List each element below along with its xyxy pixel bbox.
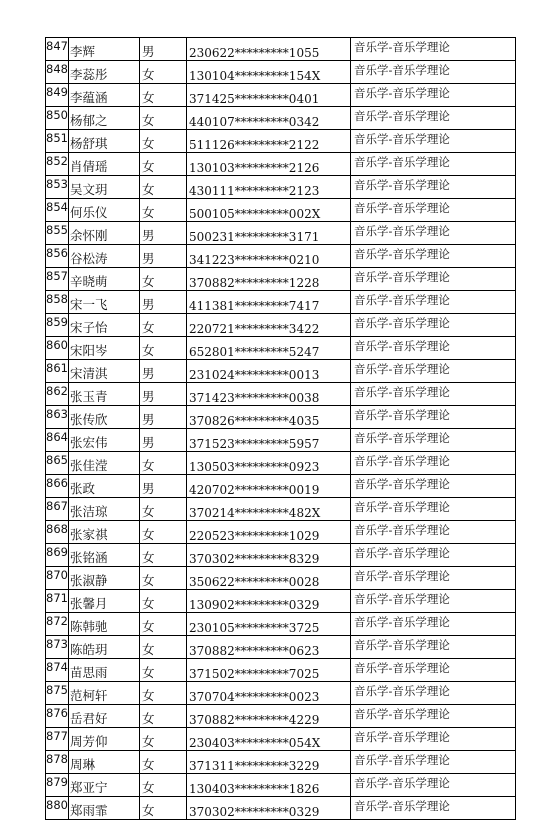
student-gender: 男 <box>140 383 187 406</box>
student-gender: 女 <box>140 613 187 636</box>
id-number: 371502*********7025 <box>187 659 351 682</box>
table-row <box>46 475 516 498</box>
student-gender: 男 <box>140 360 187 383</box>
major: 音乐学-音乐学理论 <box>351 61 516 84</box>
major: 音乐学-音乐学理论 <box>351 406 516 429</box>
id-number: 500231*********3171 <box>187 222 351 245</box>
table-row <box>46 84 516 107</box>
major: 音乐学-音乐学理论 <box>351 705 516 728</box>
table-row <box>46 38 516 61</box>
major: 音乐学-音乐学理论 <box>351 130 516 153</box>
row-number: 854 <box>46 199 69 222</box>
row-number: 878 <box>46 751 69 774</box>
id-number: 230622*********1055 <box>187 38 351 61</box>
student-name: 岳君好 <box>69 705 140 728</box>
student-name: 杨舒琪 <box>69 130 140 153</box>
table-row <box>46 751 516 774</box>
student-gender: 女 <box>140 544 187 567</box>
student-name: 陈韩驰 <box>69 613 140 636</box>
row-number: 871 <box>46 590 69 613</box>
table-row <box>46 659 516 682</box>
table-row <box>46 291 516 314</box>
student-name: 张家祺 <box>69 521 140 544</box>
student-gender: 女 <box>140 797 187 820</box>
id-number: 370302*********8329 <box>187 544 351 567</box>
student-gender: 男 <box>140 406 187 429</box>
major: 音乐学-音乐学理论 <box>351 659 516 682</box>
row-number: 872 <box>46 613 69 636</box>
student-name: 郑亚宁 <box>69 774 140 797</box>
student-name: 张传欣 <box>69 406 140 429</box>
student-gender: 女 <box>140 452 187 475</box>
student-roster-table <box>45 37 516 820</box>
table-row <box>46 774 516 797</box>
major: 音乐学-音乐学理论 <box>351 383 516 406</box>
student-name: 张政 <box>69 475 140 498</box>
row-number: 862 <box>46 383 69 406</box>
table-row <box>46 498 516 521</box>
id-number: 220523*********1029 <box>187 521 351 544</box>
major: 音乐学-音乐学理论 <box>351 38 516 61</box>
student-gender: 男 <box>140 291 187 314</box>
major: 音乐学-音乐学理论 <box>351 544 516 567</box>
table-row <box>46 521 516 544</box>
id-number: 371311*********3229 <box>187 751 351 774</box>
student-gender: 男 <box>140 38 187 61</box>
major: 音乐学-音乐学理论 <box>351 337 516 360</box>
student-gender: 女 <box>140 199 187 222</box>
table-row <box>46 107 516 130</box>
table-row <box>46 199 516 222</box>
id-number: 130503*********0923 <box>187 452 351 475</box>
row-number: 852 <box>46 153 69 176</box>
table-row <box>46 406 516 429</box>
row-number: 870 <box>46 567 69 590</box>
student-gender: 女 <box>140 659 187 682</box>
student-name: 张玉青 <box>69 383 140 406</box>
id-number: 430111*********2123 <box>187 176 351 199</box>
student-name: 宋子怡 <box>69 314 140 337</box>
row-number: 859 <box>46 314 69 337</box>
id-number: 440107*********0342 <box>187 107 351 130</box>
row-number: 857 <box>46 268 69 291</box>
student-gender: 男 <box>140 429 187 452</box>
student-gender: 女 <box>140 728 187 751</box>
student-gender: 女 <box>140 521 187 544</box>
major: 音乐学-音乐学理论 <box>351 429 516 452</box>
student-gender: 男 <box>140 245 187 268</box>
id-number: 370704*********0023 <box>187 682 351 705</box>
table-row <box>46 567 516 590</box>
student-gender: 女 <box>140 107 187 130</box>
table-row <box>46 544 516 567</box>
student-name: 苗思雨 <box>69 659 140 682</box>
student-gender: 女 <box>140 682 187 705</box>
id-number: 370214*********482X <box>187 498 351 521</box>
student-name: 吴文玥 <box>69 176 140 199</box>
student-gender: 女 <box>140 268 187 291</box>
id-number: 370882*********0623 <box>187 636 351 659</box>
student-gender: 女 <box>140 314 187 337</box>
id-number: 230105*********3725 <box>187 613 351 636</box>
student-gender: 男 <box>140 222 187 245</box>
row-number: 875 <box>46 682 69 705</box>
id-number: 420702*********0019 <box>187 475 351 498</box>
table-row <box>46 61 516 84</box>
major: 音乐学-音乐学理论 <box>351 291 516 314</box>
row-number: 863 <box>46 406 69 429</box>
row-number: 851 <box>46 130 69 153</box>
student-name: 范柯轩 <box>69 682 140 705</box>
major: 音乐学-音乐学理论 <box>351 521 516 544</box>
table-row <box>46 268 516 291</box>
id-number: 511126*********2122 <box>187 130 351 153</box>
major: 音乐学-音乐学理论 <box>351 613 516 636</box>
table-row <box>46 682 516 705</box>
id-number: 130104*********154X <box>187 61 351 84</box>
major: 音乐学-音乐学理论 <box>351 153 516 176</box>
student-name: 郑雨霏 <box>69 797 140 820</box>
table-row <box>46 613 516 636</box>
id-number: 341223*********0210 <box>187 245 351 268</box>
major: 音乐学-音乐学理论 <box>351 797 516 820</box>
student-gender: 女 <box>140 498 187 521</box>
major: 音乐学-音乐学理论 <box>351 498 516 521</box>
row-number: 858 <box>46 291 69 314</box>
table-row <box>46 314 516 337</box>
major: 音乐学-音乐学理论 <box>351 728 516 751</box>
id-number: 130103*********2126 <box>187 153 351 176</box>
table-row <box>46 590 516 613</box>
major: 音乐学-音乐学理论 <box>351 268 516 291</box>
major: 音乐学-音乐学理论 <box>351 751 516 774</box>
student-gender: 女 <box>140 751 187 774</box>
student-name: 谷松涛 <box>69 245 140 268</box>
major: 音乐学-音乐学理论 <box>351 360 516 383</box>
table-row <box>46 797 516 820</box>
id-number: 370826*********4035 <box>187 406 351 429</box>
id-number: 500105*********002X <box>187 199 351 222</box>
row-number: 866 <box>46 475 69 498</box>
id-number: 230403*********054X <box>187 728 351 751</box>
id-number: 371423*********0038 <box>187 383 351 406</box>
row-number: 856 <box>46 245 69 268</box>
student-name: 余怀刚 <box>69 222 140 245</box>
row-number: 850 <box>46 107 69 130</box>
student-name: 宋一飞 <box>69 291 140 314</box>
id-number: 370882*********1228 <box>187 268 351 291</box>
student-name: 张佳滢 <box>69 452 140 475</box>
student-gender: 女 <box>140 84 187 107</box>
id-number: 130902*********0329 <box>187 590 351 613</box>
id-number: 370302*********0329 <box>187 797 351 820</box>
table-row <box>46 452 516 475</box>
table-row <box>46 636 516 659</box>
id-number: 370882*********4229 <box>187 705 351 728</box>
table-row <box>46 337 516 360</box>
table-row <box>46 130 516 153</box>
row-number: 861 <box>46 360 69 383</box>
student-name: 周琳 <box>69 751 140 774</box>
student-name: 李蕊彤 <box>69 61 140 84</box>
row-number: 853 <box>46 176 69 199</box>
row-number: 868 <box>46 521 69 544</box>
row-number: 860 <box>46 337 69 360</box>
id-number: 220721*********3422 <box>187 314 351 337</box>
student-name: 张淑静 <box>69 567 140 590</box>
row-number: 869 <box>46 544 69 567</box>
row-number: 855 <box>46 222 69 245</box>
major: 音乐学-音乐学理论 <box>351 245 516 268</box>
student-name: 何乐仪 <box>69 199 140 222</box>
major: 音乐学-音乐学理论 <box>351 199 516 222</box>
major: 音乐学-音乐学理论 <box>351 475 516 498</box>
major: 音乐学-音乐学理论 <box>351 682 516 705</box>
student-gender: 女 <box>140 705 187 728</box>
table-row <box>46 360 516 383</box>
row-number: 864 <box>46 429 69 452</box>
major: 音乐学-音乐学理论 <box>351 107 516 130</box>
student-gender: 女 <box>140 176 187 199</box>
table-row <box>46 728 516 751</box>
student-name: 周芳仰 <box>69 728 140 751</box>
table-row <box>46 705 516 728</box>
student-name: 陈皓玥 <box>69 636 140 659</box>
student-gender: 女 <box>140 567 187 590</box>
student-name: 肖倩瑶 <box>69 153 140 176</box>
row-number: 848 <box>46 61 69 84</box>
row-number: 876 <box>46 705 69 728</box>
student-gender: 女 <box>140 130 187 153</box>
student-gender: 女 <box>140 153 187 176</box>
row-number: 873 <box>46 636 69 659</box>
major: 音乐学-音乐学理论 <box>351 774 516 797</box>
id-number: 350622*********0028 <box>187 567 351 590</box>
student-gender: 女 <box>140 337 187 360</box>
major: 音乐学-音乐学理论 <box>351 590 516 613</box>
row-number: 847 <box>46 38 69 61</box>
id-number: 371425*********0401 <box>187 84 351 107</box>
student-name: 辛晓萌 <box>69 268 140 291</box>
major: 音乐学-音乐学理论 <box>351 222 516 245</box>
student-name: 张铭涵 <box>69 544 140 567</box>
student-name: 宋清淇 <box>69 360 140 383</box>
major: 音乐学-音乐学理论 <box>351 452 516 475</box>
table-row <box>46 176 516 199</box>
major: 音乐学-音乐学理论 <box>351 176 516 199</box>
student-gender: 女 <box>140 61 187 84</box>
table-row <box>46 245 516 268</box>
student-name: 李蕴涵 <box>69 84 140 107</box>
student-name: 李辉 <box>69 38 140 61</box>
major: 音乐学-音乐学理论 <box>351 636 516 659</box>
major: 音乐学-音乐学理论 <box>351 84 516 107</box>
student-name: 张洁琼 <box>69 498 140 521</box>
student-name: 张宏伟 <box>69 429 140 452</box>
student-name: 张馨月 <box>69 590 140 613</box>
roster-body <box>46 38 516 820</box>
student-name: 宋阳岑 <box>69 337 140 360</box>
student-gender: 男 <box>140 475 187 498</box>
row-number: 865 <box>46 452 69 475</box>
id-number: 130403*********1826 <box>187 774 351 797</box>
row-number: 867 <box>46 498 69 521</box>
row-number: 849 <box>46 84 69 107</box>
student-gender: 女 <box>140 774 187 797</box>
student-gender: 女 <box>140 590 187 613</box>
table-row <box>46 429 516 452</box>
major: 音乐学-音乐学理论 <box>351 314 516 337</box>
table-row <box>46 222 516 245</box>
id-number: 371523*********5957 <box>187 429 351 452</box>
student-gender: 女 <box>140 636 187 659</box>
id-number: 652801*********5247 <box>187 337 351 360</box>
id-number: 411381*********7417 <box>187 291 351 314</box>
table-row <box>46 383 516 406</box>
id-number: 231024*********0013 <box>187 360 351 383</box>
student-name: 杨郁之 <box>69 107 140 130</box>
table-row <box>46 153 516 176</box>
row-number: 880 <box>46 797 69 820</box>
major: 音乐学-音乐学理论 <box>351 567 516 590</box>
row-number: 874 <box>46 659 69 682</box>
row-number: 879 <box>46 774 69 797</box>
row-number: 877 <box>46 728 69 751</box>
